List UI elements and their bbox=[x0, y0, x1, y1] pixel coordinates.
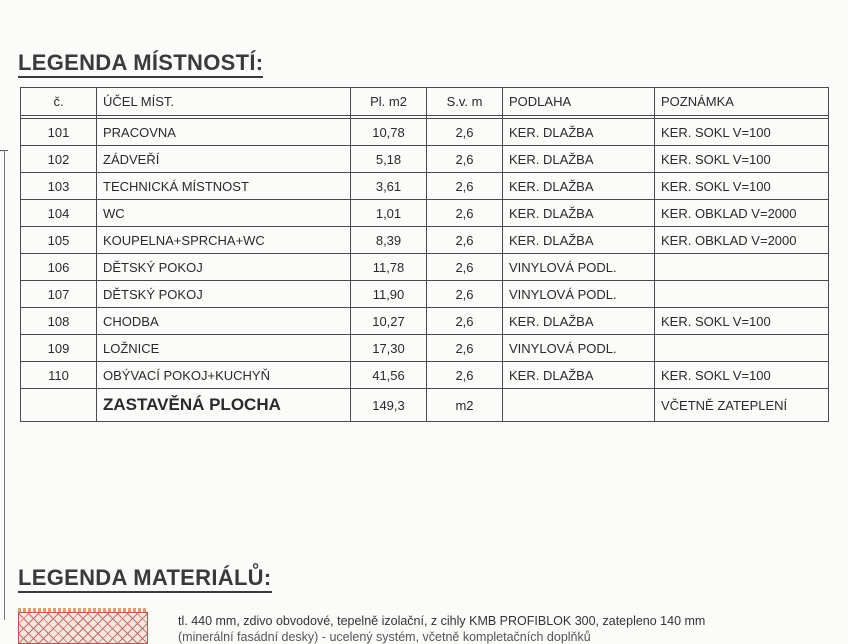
room-floor: VINYLOVÁ PODL. bbox=[503, 335, 655, 362]
table-header-row bbox=[21, 88, 829, 116]
total-label: ZASTAVĚNÁ PLOCHA bbox=[97, 389, 351, 422]
room-area: 10,78 bbox=[351, 119, 427, 146]
room-floor: KER. DLAŽBA bbox=[503, 173, 655, 200]
room-area: 5,18 bbox=[351, 146, 427, 173]
room-number: 102 bbox=[21, 146, 97, 173]
room-floor: KER. DLAŽBA bbox=[503, 227, 655, 254]
table-row bbox=[21, 254, 829, 281]
room-purpose: LOŽNICE bbox=[97, 335, 351, 362]
room-floor: KER. DLAŽBA bbox=[503, 119, 655, 146]
room-height: 2,6 bbox=[427, 308, 503, 335]
room-floor: VINYLOVÁ PODL. bbox=[503, 254, 655, 281]
table-row bbox=[21, 146, 829, 173]
room-area: 8,39 bbox=[351, 227, 427, 254]
total-value: 149,3 bbox=[351, 389, 427, 422]
room-area: 11,78 bbox=[351, 254, 427, 281]
room-area: 3,61 bbox=[351, 173, 427, 200]
room-height: 2,6 bbox=[427, 146, 503, 173]
room-note: KER. OBKLAD V=2000 bbox=[655, 200, 829, 227]
col-header-area: Pl. m2 bbox=[351, 88, 427, 116]
room-height: 2,6 bbox=[427, 173, 503, 200]
material-description-cont: (minerální fasádní desky) - ucelený systém, včetně kompletačních doplňků bbox=[178, 630, 591, 644]
table-row bbox=[21, 173, 829, 200]
room-area: 41,56 bbox=[351, 362, 427, 389]
materials-legend-title: LEGENDA MATERIÁLŮ: bbox=[18, 565, 272, 591]
room-area: 1,01 bbox=[351, 200, 427, 227]
total-row bbox=[21, 389, 829, 422]
table-row bbox=[21, 281, 829, 308]
col-header-number: č. bbox=[21, 88, 97, 116]
room-note bbox=[655, 281, 829, 308]
room-note: KER. SOKL V=100 bbox=[655, 119, 829, 146]
room-purpose: TECHNICKÁ MÍSTNOST bbox=[97, 173, 351, 200]
room-area: 17,30 bbox=[351, 335, 427, 362]
room-floor: KER. DLAŽBA bbox=[503, 362, 655, 389]
room-floor: KER. DLAŽBA bbox=[503, 308, 655, 335]
room-height: 2,6 bbox=[427, 362, 503, 389]
room-floor: KER. DLAŽBA bbox=[503, 146, 655, 173]
table-row bbox=[21, 308, 829, 335]
room-purpose: WC bbox=[97, 200, 351, 227]
table-row bbox=[21, 335, 829, 362]
room-area: 10,27 bbox=[351, 308, 427, 335]
col-header-purpose: ÚČEL MÍST. bbox=[97, 88, 351, 116]
room-note bbox=[655, 335, 829, 362]
room-height: 2,6 bbox=[427, 227, 503, 254]
col-header-floor: PODLAHA bbox=[503, 88, 655, 116]
room-number: 107 bbox=[21, 281, 97, 308]
room-note: KER. SOKL V=100 bbox=[655, 173, 829, 200]
room-number: 108 bbox=[21, 308, 97, 335]
total-note: VČETNĚ ZATEPLENÍ bbox=[655, 389, 829, 422]
room-number: 105 bbox=[21, 227, 97, 254]
material-description: tl. 440 mm, zdivo obvodové, tepelně izolační, z cihly KMB PROFIBLOK 300, zatepleno 140 mm bbox=[178, 614, 706, 628]
room-height: 2,6 bbox=[427, 281, 503, 308]
room-number: 104 bbox=[21, 200, 97, 227]
table-row bbox=[21, 362, 829, 389]
room-purpose: DĚTSKÝ POKOJ bbox=[97, 281, 351, 308]
room-height: 2,6 bbox=[427, 200, 503, 227]
table-row bbox=[21, 200, 829, 227]
table-row bbox=[21, 119, 829, 146]
room-height: 2,6 bbox=[427, 119, 503, 146]
total-unit: m2 bbox=[427, 389, 503, 422]
rooms-legend-title: LEGENDA MÍSTNOSTÍ: bbox=[18, 50, 263, 76]
room-floor: KER. DLAŽBA bbox=[503, 200, 655, 227]
room-purpose: CHODBA bbox=[97, 308, 351, 335]
room-number: 109 bbox=[21, 335, 97, 362]
total-empty-cell bbox=[21, 389, 97, 422]
room-number: 101 bbox=[21, 119, 97, 146]
room-height: 2,6 bbox=[427, 254, 503, 281]
room-note: KER. SOKL V=100 bbox=[655, 146, 829, 173]
room-note: KER. OBKLAD V=2000 bbox=[655, 227, 829, 254]
room-purpose: OBÝVACÍ POKOJ+KUCHYŇ bbox=[97, 362, 351, 389]
room-floor: VINYLOVÁ PODL. bbox=[503, 281, 655, 308]
room-note: KER. SOKL V=100 bbox=[655, 362, 829, 389]
room-purpose: PRACOVNA bbox=[97, 119, 351, 146]
room-number: 106 bbox=[21, 254, 97, 281]
total-floor-empty bbox=[503, 389, 655, 422]
room-purpose: DĚTSKÝ POKOJ bbox=[97, 254, 351, 281]
brick-hatch-swatch bbox=[18, 612, 148, 644]
room-height: 2,6 bbox=[427, 335, 503, 362]
room-note: KER. SOKL V=100 bbox=[655, 308, 829, 335]
room-number: 110 bbox=[21, 362, 97, 389]
rooms-table bbox=[20, 87, 829, 422]
room-purpose: KOUPELNA+SPRCHA+WC bbox=[97, 227, 351, 254]
room-purpose: ZÁDVEŘÍ bbox=[97, 146, 351, 173]
room-number: 103 bbox=[21, 173, 97, 200]
room-note bbox=[655, 254, 829, 281]
col-header-note: POZNÁMKA bbox=[655, 88, 829, 116]
room-area: 11,90 bbox=[351, 281, 427, 308]
margin-line bbox=[4, 150, 5, 620]
table-row bbox=[21, 227, 829, 254]
col-header-height: S.v. m bbox=[427, 88, 503, 116]
